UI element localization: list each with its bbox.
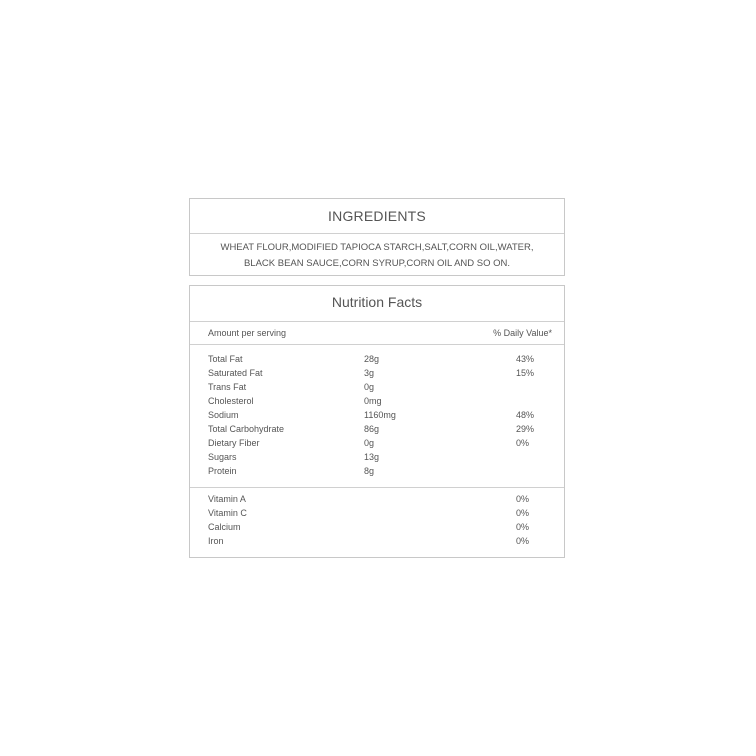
vitamin-row: [190, 492, 564, 506]
nutrient-daily-value: 43%: [516, 354, 535, 364]
nutrient-row: [190, 422, 564, 436]
nutrient-amount: 8g: [364, 466, 375, 476]
nutrient-name: Total Carbohydrate: [208, 424, 285, 434]
vitamin-list: [190, 488, 564, 548]
ingredients-panel: [189, 198, 565, 276]
nutrient-daily-value: 15%: [516, 368, 535, 378]
vitamin-name: Vitamin A: [208, 494, 246, 504]
nutrient-row: [190, 436, 564, 450]
nutrient-name: Sodium: [208, 410, 239, 420]
nutrition-facts-panel: [189, 285, 565, 558]
nutrient-amount: 1160mg: [364, 410, 396, 420]
nutrient-row: [190, 408, 564, 422]
nutrient-list: [190, 345, 564, 488]
vitamin-row: [190, 506, 564, 520]
vitamin-name: Vitamin C: [208, 508, 247, 518]
nutrient-daily-value: 48%: [516, 410, 535, 420]
nutrient-row: [190, 464, 564, 478]
nutrient-row: [190, 394, 564, 408]
ingredients-title: INGREDIENTS: [190, 199, 564, 234]
nutrient-row: [190, 352, 564, 366]
nutrient-amount: 0g: [364, 438, 375, 448]
nutrient-amount: 13g: [364, 452, 380, 462]
nutrient-amount: 86g: [364, 424, 380, 434]
amount-per-serving-label: Amount per serving: [208, 328, 287, 338]
nutrient-name: Trans Fat: [208, 382, 247, 392]
ingredients-text: [190, 234, 564, 272]
nutrient-amount: 0mg: [364, 396, 382, 406]
nutrient-name: Cholesterol: [208, 396, 254, 406]
vitamin-daily-value: 0%: [516, 522, 530, 532]
vitamin-daily-value: 0%: [516, 494, 530, 504]
nutrient-daily-value: 29%: [516, 424, 535, 434]
nutrient-amount: 28g: [364, 354, 380, 364]
nutrient-daily-value: 0%: [516, 438, 530, 448]
vitamin-row: [190, 534, 564, 548]
nutrition-header-row: [190, 322, 564, 345]
vitamin-name: Calcium: [208, 522, 241, 532]
vitamin-row: [190, 520, 564, 534]
vitamin-daily-value: 0%: [516, 536, 530, 546]
nutrition-title: Nutrition Facts: [190, 286, 564, 322]
nutrient-row: [190, 366, 564, 380]
daily-value-label: % Daily Value*: [493, 328, 552, 338]
nutrient-name: Protein: [208, 466, 237, 476]
nutrient-amount: 0g: [364, 382, 375, 392]
vitamin-daily-value: 0%: [516, 508, 530, 518]
nutrient-name: Total Fat: [208, 354, 243, 364]
ingredients-line-2: BLACK BEAN SAUCE,CORN SYRUP,CORN OIL AND SO ON.: [243, 258, 511, 269]
ingredients-line-1: WHEAT FLOUR,MODIFIED TAPIOCA STARCH,SALT,CORN OIL,WATER,: [220, 242, 534, 253]
nutrient-row: [190, 450, 564, 464]
nutrient-amount: 3g: [364, 368, 375, 378]
nutrient-name: Sugars: [208, 452, 237, 462]
vitamin-name: Iron: [208, 536, 224, 546]
nutrient-row: [190, 380, 564, 394]
nutrient-name: Dietary Fiber: [208, 438, 260, 448]
nutrient-name: Saturated Fat: [208, 368, 263, 378]
